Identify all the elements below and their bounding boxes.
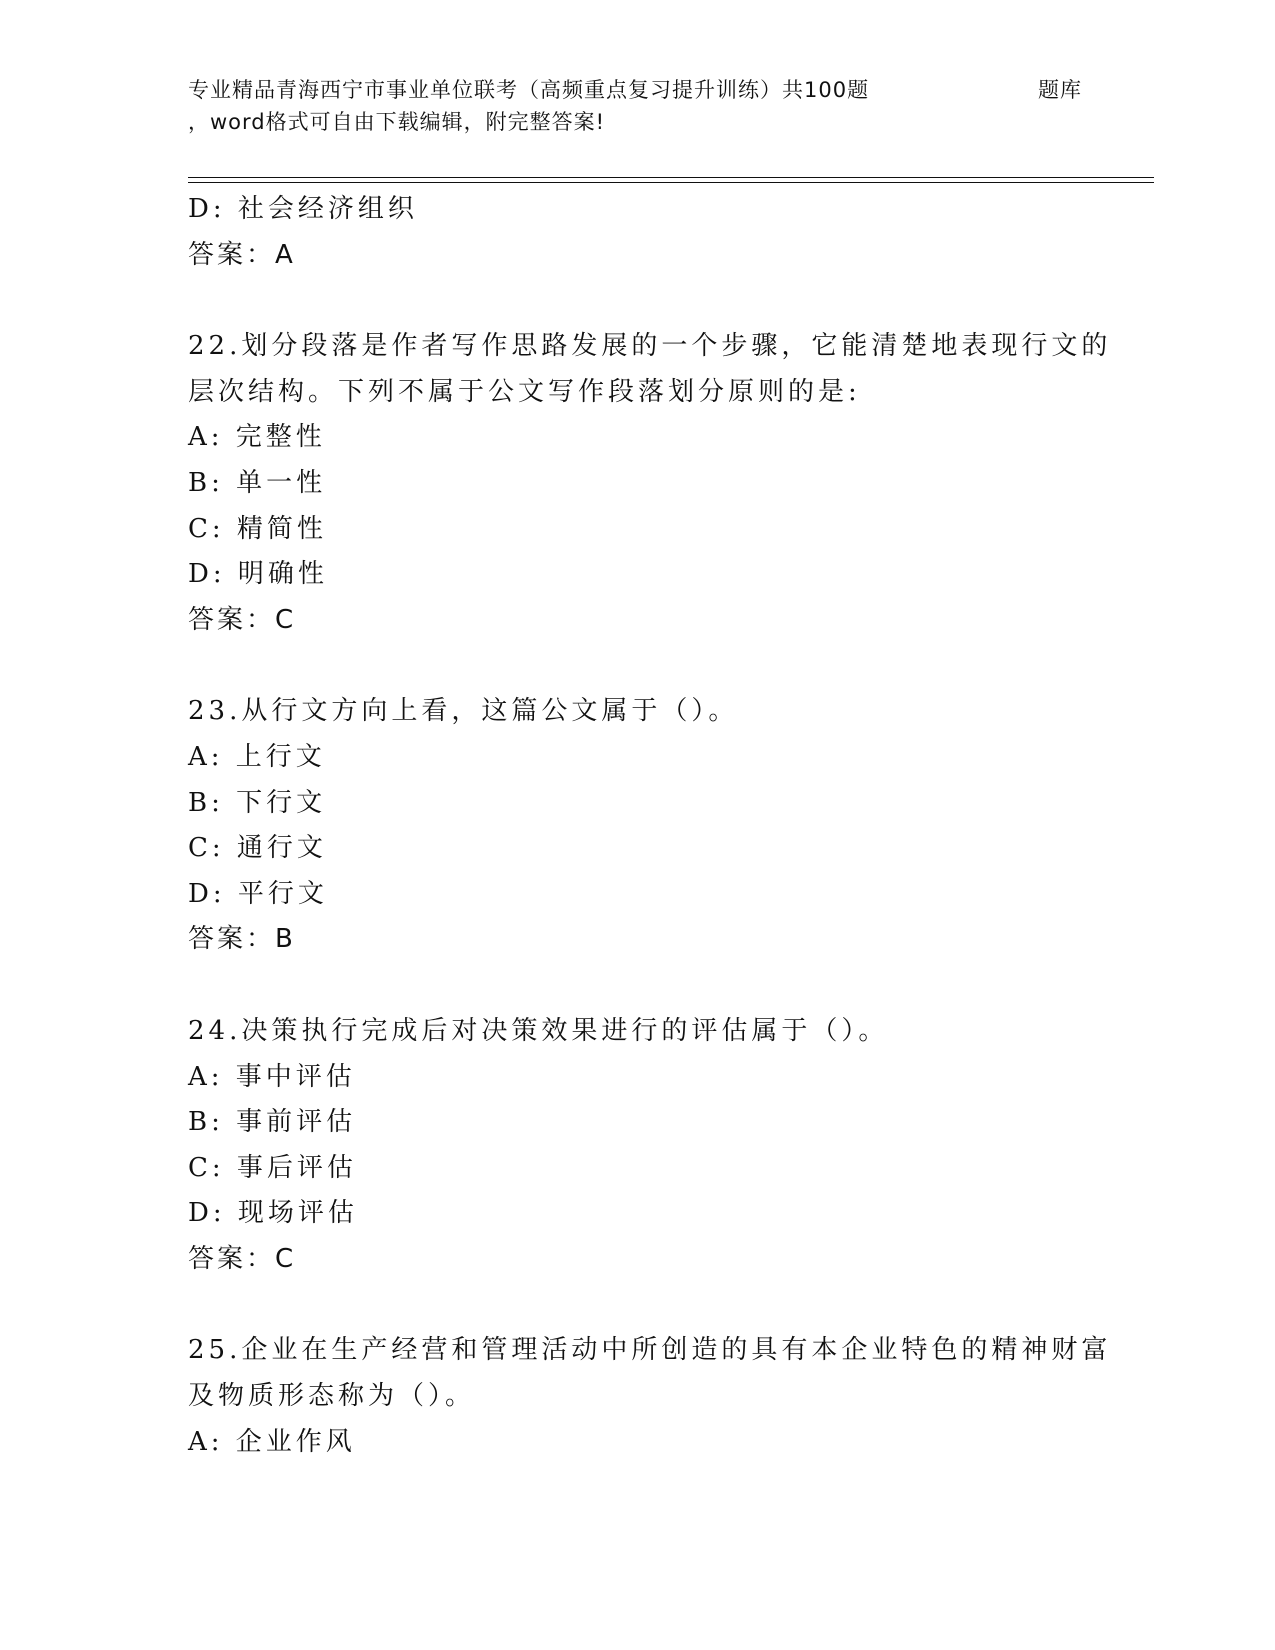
question-text: 22.划分段落是作者写作思路发展的一个步骤，它能清楚地表现行文的	[188, 331, 1112, 362]
option-d: D: 社会经济组织	[188, 194, 418, 224]
question-text: 层次结构。下列不属于公文写作段落划分原则的是:	[188, 376, 861, 407]
option-b: B: 下行文	[188, 787, 327, 818]
question-text: 24.决策执行完成后对决策效果进行的评估属于（）。	[188, 1015, 889, 1046]
question-24	[188, 1009, 1118, 1283]
option-c: C: 精简性	[188, 513, 327, 544]
document-body	[188, 187, 1118, 1465]
question-25	[188, 1328, 1118, 1465]
option-a: A: 事中评估	[188, 1061, 356, 1092]
option-b: B: 事前评估	[188, 1107, 357, 1138]
header-divider-bottom	[188, 182, 1154, 183]
question-21-tail	[188, 187, 1118, 278]
option-d: D: 明确性	[188, 559, 328, 590]
page-header	[188, 74, 1088, 138]
answer: 答案：A	[188, 239, 296, 270]
spacer	[188, 1282, 1118, 1328]
question-23	[188, 689, 1118, 963]
question-text: 23.从行文方向上看，这篇公文属于（）。	[188, 696, 739, 727]
question-text: 25.企业在生产经营和管理活动中所创造的具有本企业特色的精神财富	[188, 1335, 1112, 1366]
option-c: C: 事后评估	[188, 1152, 357, 1183]
option-d: D: 现场评估	[188, 1198, 358, 1229]
option-a: A: 完整性	[188, 422, 326, 453]
spacer	[188, 643, 1118, 689]
option-b: B: 单一性	[188, 467, 327, 498]
option-a: A: 企业作风	[188, 1426, 356, 1457]
question-text: 及物质形态称为（）。	[188, 1381, 476, 1412]
spacer	[188, 278, 1118, 324]
option-a: A: 上行文	[188, 741, 326, 772]
header-title-line1: 专业精品青海西宁市事业单位联考（高频重点复习提升训练）共100题	[188, 78, 870, 102]
answer: 答案：C	[188, 1243, 297, 1274]
header-divider-top	[188, 177, 1154, 178]
option-c: C: 通行文	[188, 833, 327, 864]
spacer	[188, 963, 1118, 1009]
question-22	[188, 324, 1118, 643]
header-title-line2: ，word格式可自由下载编辑，附完整答案!	[188, 110, 606, 134]
option-d: D: 平行文	[188, 878, 328, 909]
header-tag: 题库	[1038, 78, 1082, 102]
answer: 答案：C	[188, 604, 297, 635]
answer: 答案：B	[188, 924, 296, 955]
